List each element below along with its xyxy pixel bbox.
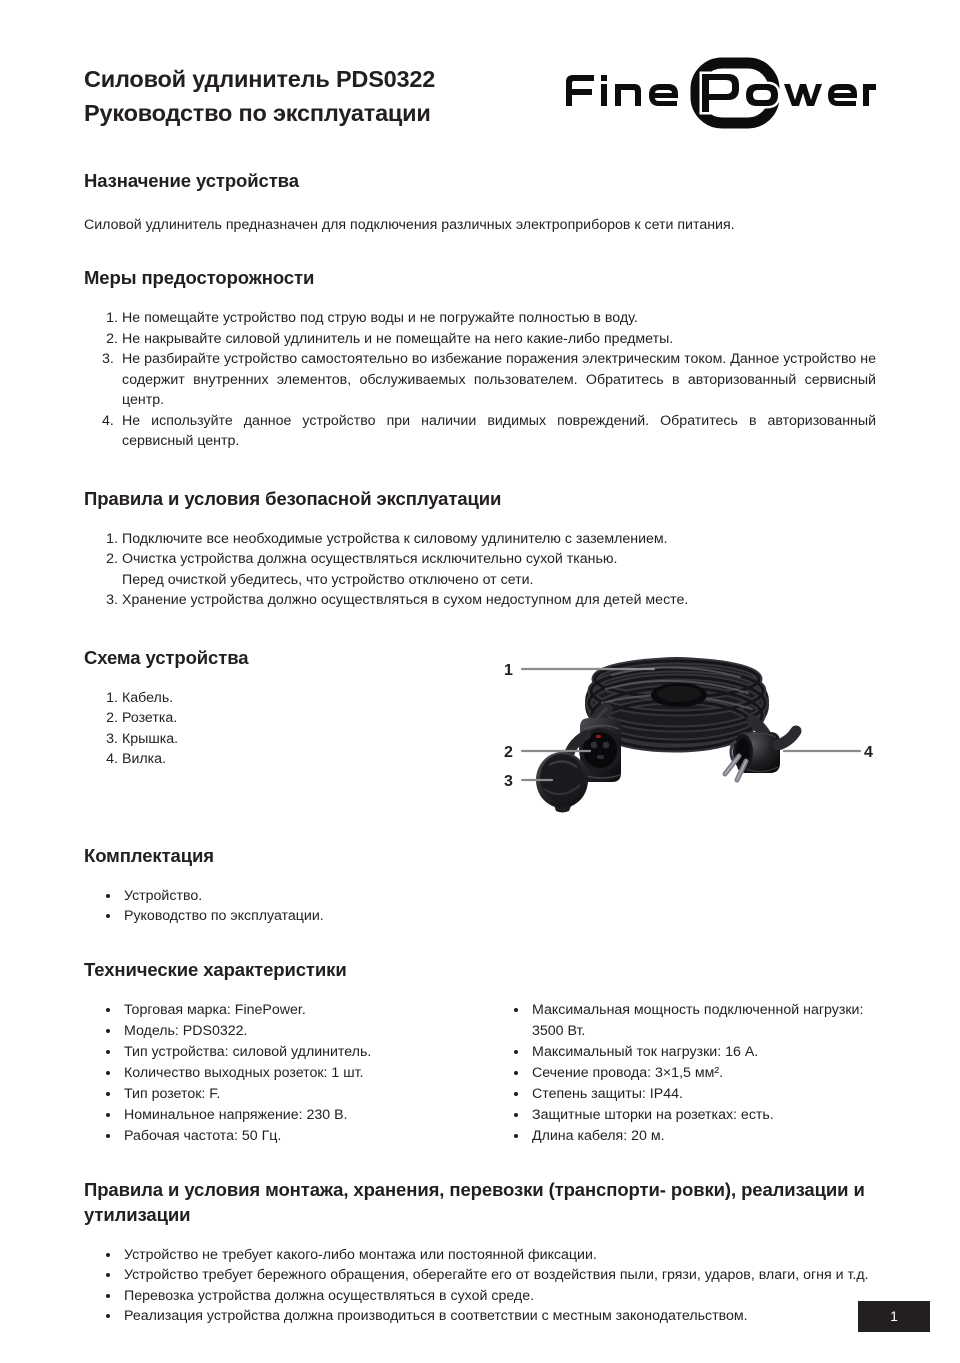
- list-item: Реализация устройства должна производиться в соответствии с местным законодательством.: [124, 1306, 876, 1327]
- list-item: [122, 590, 876, 611]
- list-item: Тип устройства: силовой удлинитель.: [124, 1042, 492, 1063]
- callout-number-1: 1: [504, 661, 513, 679]
- scheme-text-column: [84, 645, 484, 770]
- document-header: [84, 62, 876, 154]
- precautions-list: [84, 308, 876, 452]
- callout-number-4: 4: [864, 743, 873, 761]
- page-title: [84, 62, 554, 130]
- list-item: Устройство требует бережного обращения, оберегайте его от воздействия пыли, грязи, ударов, влаги, огня и т.д.: [124, 1265, 876, 1286]
- list-item: [122, 529, 876, 550]
- handling-heading-line-2: ровки), реализации и утилизации: [84, 1178, 865, 1225]
- list-item: Руководство по эксплуатации.: [124, 906, 876, 927]
- list-item-continuation: Перед очисткой убедитесь, что устройство отключено от сети.: [122, 571, 534, 588]
- list-item-text: Очистка устройства должна осуществляться исключительно сухой тканью.: [122, 551, 618, 567]
- list-item-text: Хранение устройства должно осуществляться в сухом недоступном для детей месте.: [122, 592, 689, 608]
- scheme-parts-list: [84, 688, 484, 770]
- callout-number-3: 3: [504, 772, 513, 790]
- list-item-text: Подключите все необходимые устройства к силовому удлинителю с заземлением.: [122, 530, 668, 547]
- purpose-text: Силовой удлинитель предназначен для подключения различных электроприборов к сети питания.: [84, 217, 735, 233]
- list-item: Номинальное напряжение: 230 В.: [124, 1105, 492, 1126]
- list-item: Крышка.: [122, 730, 179, 747]
- list-item: Вилка.: [122, 751, 167, 767]
- device-diagram: [494, 649, 876, 817]
- scheme-block: [84, 645, 876, 817]
- page-number-badge: 1: [858, 1301, 930, 1332]
- list-item: Тип розеток: F.: [124, 1084, 492, 1105]
- list-item: Розетка.: [122, 710, 178, 726]
- list-item: Модель: PDS0322.: [124, 1021, 492, 1042]
- list-item: Торговая марка: FinePower.: [124, 1000, 492, 1021]
- section-heading-scheme: Схема устройства: [84, 646, 249, 668]
- specs-list-right: [492, 1000, 876, 1147]
- list-item: Не помещайте устройство под струю воды и не погружайте полностью в воду.: [122, 310, 638, 326]
- specs-column-right: [492, 1000, 876, 1147]
- safety-list: [84, 529, 876, 611]
- list-item: Защитные шторки на розетках: есть.: [532, 1105, 876, 1126]
- specs-column-left: [84, 1000, 492, 1147]
- list-item: Не накрывайте силовой удлинитель и не помещайте на него какие-либо предметы.: [122, 330, 674, 347]
- list-item: Максимальная мощность подключенной нагрузки: 3500 Вт.: [532, 1000, 876, 1042]
- list-item: Перевозка устройства должна осуществляться в сухой среде.: [124, 1286, 876, 1307]
- specs-list-left: [84, 1000, 492, 1147]
- list-item: Максимальный ток нагрузки: 16 А.: [532, 1042, 876, 1063]
- list-item: Длина кабеля: 20 м.: [532, 1126, 876, 1147]
- list-item: Степень защиты: IP44.: [532, 1084, 876, 1105]
- page-content: [84, 62, 876, 1327]
- section-heading-specs: Технические характеристики: [84, 958, 347, 980]
- title-line-1: Силовой удлинитель PDS0322: [84, 66, 436, 92]
- handling-heading-line-1: Правила и условия монтажа, хранения, перевозки (транспорти-: [84, 1178, 666, 1200]
- finepower-logo: [556, 56, 876, 130]
- handling-list: [84, 1245, 876, 1327]
- section-heading-precautions: Меры предосторожности: [84, 267, 315, 288]
- list-item: Не разбирайте устройство самостоятельно во избежание поражения электрическим током. Данное устройство не содержит внутренних элементов, обслуживаемых пользователем. Обратитесь в авторизованный сервисный центр.: [122, 351, 876, 408]
- list-item: Не используйте данное устройство при наличии видимых повреждений. Обратитесь в авторизованный сервисный центр.: [122, 412, 876, 449]
- section-heading-safety: Правила и условия безопасной эксплуатации: [84, 487, 502, 509]
- callout-number-2: 2: [504, 743, 513, 761]
- list-item: Сечение провода: 3×1,5 мм².: [532, 1063, 876, 1084]
- list-item: [122, 549, 876, 590]
- section-heading-purpose: Назначение устройства: [84, 170, 299, 191]
- specs-columns: [84, 1000, 876, 1147]
- package-list: [84, 886, 876, 927]
- title-line-2: Руководство по эксплуатации: [84, 100, 431, 126]
- section-heading-handling: [84, 1177, 876, 1227]
- list-item: Кабель.: [122, 689, 174, 706]
- list-item: Рабочая частота: 50 Гц.: [124, 1126, 492, 1147]
- list-item: Устройство.: [124, 886, 876, 907]
- list-item: Устройство не требует какого-либо монтажа или постоянной фиксации.: [124, 1245, 876, 1266]
- section-heading-package: Комплектация: [84, 844, 214, 866]
- list-item: Количество выходных розеток: 1 шт.: [124, 1063, 492, 1084]
